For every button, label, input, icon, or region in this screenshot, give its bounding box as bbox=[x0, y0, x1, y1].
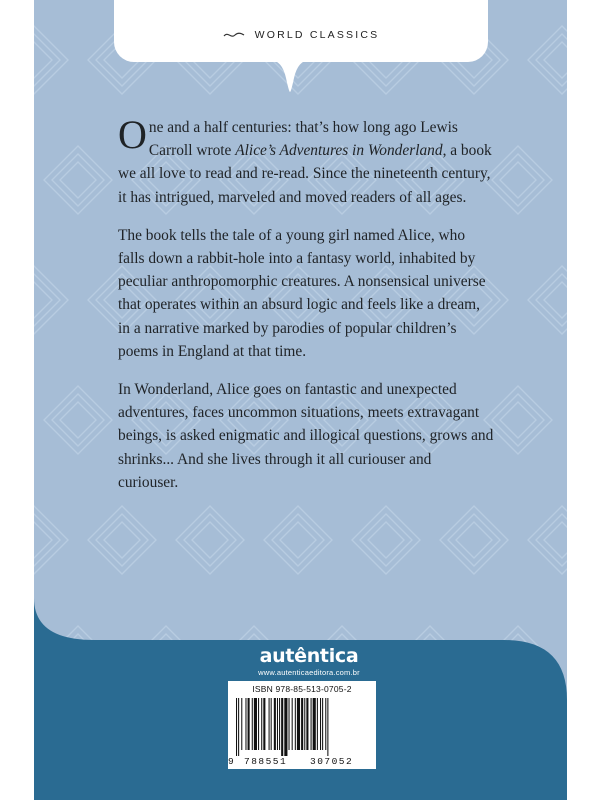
barcode-digit-group-1: 788551 bbox=[244, 756, 288, 767]
paragraph-1-line-1: ne and a half centuries: that’s how long ago Lewis bbox=[148, 119, 458, 136]
series-title-row bbox=[114, 25, 488, 45]
publisher-logo: autêntica bbox=[259, 645, 359, 667]
publisher-website: www.autenticaeditora.com.br bbox=[258, 668, 360, 677]
barcode-block bbox=[228, 681, 376, 769]
barcode-digits bbox=[228, 756, 376, 768]
paragraph-3: In Wonderland, Alice goes on fantastic and unexpected adventures, faces uncommon situations, meets extravagant beings, is asked enigmatic and illogical questions, grows and shrinks... And she lives through it all curiouser and curiouser. bbox=[118, 381, 494, 491]
barcode-icon bbox=[234, 698, 370, 756]
paragraph-2: The book tells the tale of a young girl named Alice, who falls down a rabbit-hole into a fantasy world, inhabited by peculiar anthropomorphic creatures. A nonsensical universe that operates within an absurd logic and feels like a dream, in a narrative marked by parodies of popular children’s poems in England at that time. bbox=[118, 226, 486, 360]
isbn-text: ISBN 978-85-513-0705-2 bbox=[252, 684, 352, 694]
label-point bbox=[34, 0, 567, 100]
wave-ornament-icon bbox=[223, 31, 245, 39]
paragraph-1 bbox=[118, 112, 494, 209]
book-title: Alice’s Adventures in Wonderland bbox=[235, 142, 443, 160]
barcode-digit-first: 9 bbox=[228, 756, 234, 767]
paragraph-1-line-2-after: , a book bbox=[442, 142, 492, 160]
drop-cap: O bbox=[118, 112, 147, 157]
paragraph-1-line-2-before: Carroll wrote bbox=[148, 142, 236, 160]
book-back-cover bbox=[34, 0, 567, 800]
synopsis-text bbox=[118, 112, 494, 509]
barcode-digit-group-2: 307052 bbox=[310, 756, 354, 767]
publisher-block bbox=[234, 645, 384, 677]
paragraph-1-rest: we all love to read and re-read. Since the nineteenth century, it has intrigued, marveled and moved readers of all ages. bbox=[118, 165, 491, 206]
series-title: WORLD CLASSICS bbox=[254, 29, 380, 41]
